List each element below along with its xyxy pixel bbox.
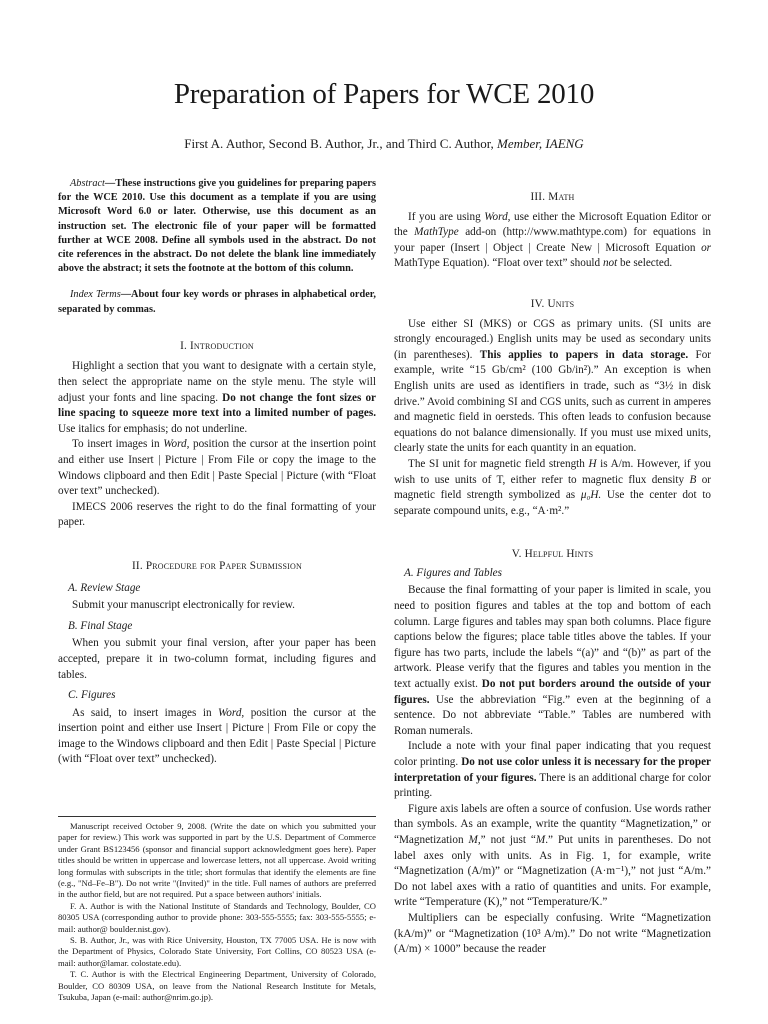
section-heading-procedure: II. Procedure for Paper Submission: [131, 559, 303, 572]
units-p2-b: is A/m. However, if you wish to use units of T, either refer to magnetic flux density: [394, 457, 712, 486]
intro-paragraph-1: [58, 359, 376, 437]
subsection-figures-and-tables: A. Figures and Tables: [404, 566, 502, 579]
section-heading-units: IV. Units: [530, 297, 575, 310]
units-p2-mu: μ₀H.: [580, 489, 602, 502]
subsection-final-stage: B. Final Stage: [68, 619, 133, 632]
math-not: not: [602, 257, 618, 270]
figures-text-a: As said, to insert images in: [72, 706, 212, 719]
intro-p2-word: Word,: [163, 438, 190, 451]
right-column: [394, 190, 711, 958]
figures-text: [58, 706, 376, 768]
units-p2-c: or magnetic field strength symbolized as: [394, 473, 712, 502]
abstract-label: Abstract: [70, 178, 105, 189]
hints-paragraph-4: Multipliers can be especially confusing. Write “Magnetization (kA/m)” or “Magnetization (10³ A/m).” Do not write “Magnetization (A/m) × 1000” because the reader: [394, 911, 711, 956]
figures-text-b: position the cursor at the insertion point and either use Insert | Picture | From File or copy the image to the Windows clipboard and then Edit | Paste Special | Picture (with “Float over text” unchecked).: [58, 706, 376, 766]
hints-paragraph-3: [394, 802, 711, 911]
math-or: or: [701, 241, 712, 254]
intro-p1-text: Highlight a section that you want to designate with a certain style, then select the appropriate name on the style menu. The style will adjust your fonts and line spacing.: [58, 360, 376, 404]
footnote-block: [58, 816, 376, 1004]
hints-paragraph-2: [394, 739, 711, 801]
hints-p2-text: Include a note with your final paper indicating that you request color printing.: [394, 740, 711, 768]
section-heading-math: III. Math: [530, 191, 575, 203]
footnote-author-2: S. B. Author, Jr., was with Rice University, Houston, TX 77005 USA. He is now with the Department of Physics, Colorado State University, Fort Collins, CO 80523 USA (e-mail: author@lamar. colostate.edu).: [58, 935, 376, 968]
units-p2-h: H: [588, 457, 597, 470]
hints-p3-c: .” Put units in parentheses. Do not label axes only with units. As in Fig. 1, for example, write “Magnetization (A/m)” or “Magnetization (A·m⁻¹),” not just “A/m.” Do not label axes with a ratio of quantities and units. For example, write “Temperature (K),” not “Temperature/K.”: [394, 833, 711, 909]
hints-p2-tail: There is an additional charge for color printing.: [394, 771, 711, 800]
units-p1-text: Use either SI (MKS) or CGS as primary units. (SI units are strongly encouraged.) English units may be used as secondary units (in parentheses).: [394, 317, 711, 361]
math-word: Word,: [484, 210, 511, 223]
hints-p3-b: ” not just “: [480, 833, 536, 846]
units-p1-bold: This applies to papers in data storage.: [479, 348, 689, 361]
abstract-text: —These instructions give you guidelines for preparing papers for the WCE 2010. Use this document as a template if you are using Microsoft Word 6.0 or later. Otherwise, use this document as an instruction set. The electronic file of your paper will be formatted further at WCE 2008. Define all symbols used in the abstract. Do not cite references in the abstract. Do not delete the blank line immediately above the abstract; it sets the footnote at the bottom of this column.: [58, 178, 376, 275]
subsection-figures: C. Figures: [68, 689, 116, 702]
abstract-block: [58, 177, 376, 317]
units-p1-tail: For example, write “15 Gb/cm² (100 Gb/in²).” An exception is when English units are used as identifiers in trade, such as “3½ in disk drive.” Avoid combining SI and CGS units, such as current in amperes and magnetic field in oersteds. This often leads to confusion because equations do not balance dimensionally. If you must use mixed units, clearly state the units for each quantity in an equation.: [394, 348, 712, 455]
intro-p1-tail: Use italics for emphasis; do not underline.: [58, 422, 248, 435]
hints-paragraph-1: [394, 583, 711, 739]
math-text-c: add-on (http://www.mathtype.com) for equations in your paper (Insert | Object | Create New | Microsoft Equation: [394, 226, 712, 254]
math-text-e: be selected.: [620, 257, 673, 270]
math-paragraph: [394, 210, 711, 272]
index-terms-text: —About four key words or phrases in alphabetical order, separated by commas.: [58, 289, 376, 315]
intro-p2-text: To insert images in: [72, 438, 160, 451]
footnote-manuscript: Manuscript received October 9, 2008. (Write the date on which you submitted your paper for review.) This work was supported in part by the U.S. Department of Commerce under Grant BS123456 (sponsor and financial support acknowledgment goes here). Paper titles should be written in uppercase and lowercase letters, not all uppercase. Avoid writing long formulas with subscripts in the title; short formulas that identify the elements are fine (e.g., "Nd–Fe–B"). Do not write "(Invited)" in the title. Full names of authors are preferred in the author field, but are not required. Put a space between authors' initials.: [58, 821, 376, 900]
subsection-review-stage: A. Review Stage: [68, 581, 141, 594]
section-heading-helpful-hints: V. Helpful Hints: [511, 548, 594, 561]
paper-title: Preparation of Papers for WCE 2010: [173, 78, 595, 110]
math-text-d: MathType Equation). “Float over text” should: [394, 257, 601, 270]
review-stage-text: Submit your manuscript electronically for review.: [72, 599, 295, 612]
footnote-author-3: T. C. Author is with the Electrical Engineering Department, University of Colorado, Boulder, CO 80309 USA, on leave from the National Research Institute for Metals, Tsukuba, Japan (e-mail: author@nrim.go.jp).: [58, 969, 376, 1003]
hints-p3-a: Figure axis labels are often a source of confusion. Use words rather than symbols. As an example, write the quantity “Magnetization,” or “Magnetization: [394, 802, 711, 846]
footnote-author-1: F. A. Author is with the National Institute of Standards and Technology, Boulder, CO 80305 USA (corresponding author to provide phone: 303-555-5555; fax: 303-555-5555; e-mail: author@ boulder.nist.gov).: [58, 900, 376, 934]
math-mathtype: MathType: [414, 226, 459, 239]
hints-p2-bold: Do not use color unless it is necessary for the proper interpretation of your figures.: [394, 756, 711, 784]
final-stage-text: When you submit your final version, after your paper has been accepted, prepare it in two-column format, including figures and tables.: [58, 637, 376, 681]
figures-text-word: Word,: [218, 706, 245, 719]
units-p2-a: The SI unit for magnetic field strength: [408, 457, 585, 470]
intro-paragraph-2: [58, 437, 376, 499]
hints-p3-m2: M: [535, 833, 546, 846]
hints-p1-tail: Use the abbreviation “Fig.” even at the beginning of a sentence. Do not abbreviate “Table.” Tables are numbered with Roman numerals.: [394, 693, 711, 737]
intro-paragraph-3: IMECS 2006 reserves the right to do the final formatting of your paper.: [58, 500, 376, 529]
hints-p3-m: M,: [468, 833, 481, 846]
units-p2-bsym: B: [689, 473, 697, 486]
abstract-paragraph: [58, 177, 376, 276]
units-p2-d: Use the center dot to separate compound units, e.g., “A·m².”: [394, 489, 712, 517]
math-text-b: use either the Microsoft Equation Editor or the: [394, 210, 712, 239]
units-paragraph-1: [394, 317, 711, 457]
author-membership: Member, IAENG: [497, 136, 584, 151]
math-text-a: If you are using: [408, 210, 481, 223]
hints-p1-bold: Do not put borders around the outside of your figures.: [394, 678, 711, 706]
left-column: [58, 177, 376, 768]
hints-p1-text: Because the final formatting of your paper is limited in scale, you need to position figures and tables at the top and bottom of each column. Large figures and tables may span both columns. Place figure captions below the figures; place table titles above the tables. If your figure has two parts, include the labels “(a)” and “(b)” as part of the artwork. Please verify that the figures and tables you mention in the text actually exist.: [394, 584, 711, 691]
section-heading-introduction: I. Introduction: [180, 339, 254, 352]
index-terms-label: Index Terms: [70, 289, 121, 301]
author-line: [0, 136, 768, 152]
intro-p1-bold: Do not change the font sizes or line spacing to squeeze more text into a limited number of pages.: [58, 391, 376, 420]
index-terms: [58, 288, 376, 316]
intro-p2-tail: position the cursor at the insertion point and either use Insert | Picture | From File or copy the image to the Windows clipboard and then Edit | Paste Special | Picture (with “Float over text” unchecked).: [58, 438, 376, 498]
units-paragraph-2: [394, 457, 711, 519]
author-names: First A. Author, Second B. Author, Jr., and Third C. Author,: [184, 136, 494, 151]
